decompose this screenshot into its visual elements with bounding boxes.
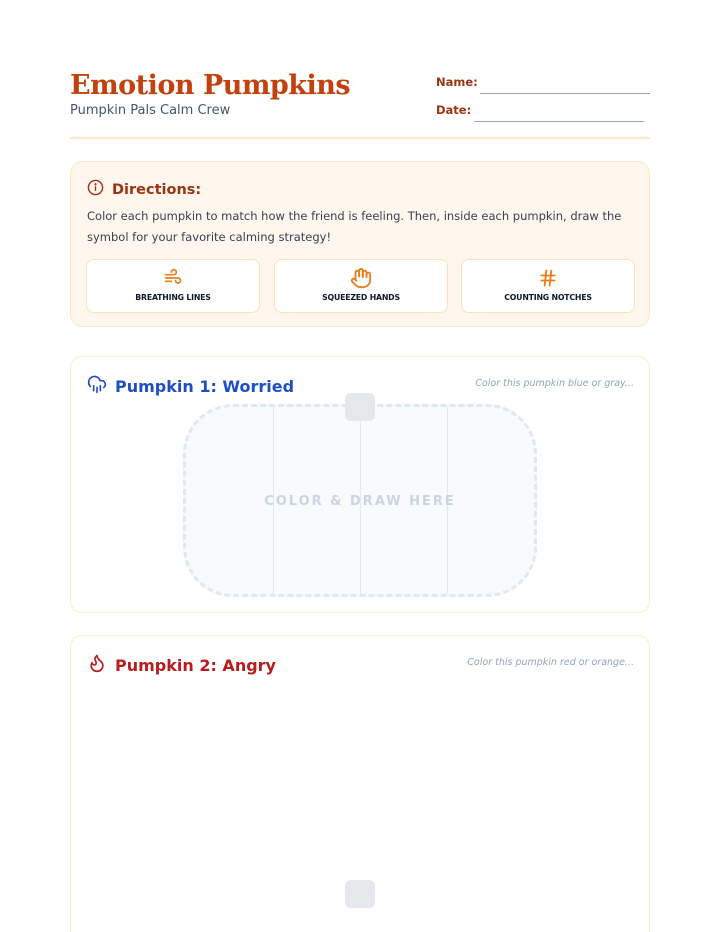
pumpkin-stem xyxy=(345,880,375,908)
strategy-label: BREATHING LINES xyxy=(135,293,211,302)
name-label: Name: xyxy=(436,75,478,89)
pumpkin-title: Pumpkin 1: Worried xyxy=(115,376,295,396)
name-field[interactable] xyxy=(480,93,650,94)
header-divider xyxy=(70,137,650,139)
date-field[interactable] xyxy=(474,121,644,122)
hand-icon xyxy=(350,267,372,289)
strategy-label: SQUEEZED HANDS xyxy=(322,293,400,302)
directions-panel xyxy=(70,161,650,327)
strategy-counting-notches xyxy=(461,259,635,313)
wind-icon xyxy=(162,267,184,289)
strategy-squeezed-hands xyxy=(274,259,448,313)
directions-title: Directions: xyxy=(112,181,202,198)
pumpkin-title: Pumpkin 2: Angry xyxy=(115,655,276,675)
pumpkin-hint: Color this pumpkin red or orange... xyxy=(467,657,634,668)
directions-text: Color each pumpkin to match how the friend is feeling. Then, inside each pumpkin, draw the symbol for your favorite calming strategy! xyxy=(87,209,622,244)
info-icon xyxy=(87,179,104,200)
hash-icon xyxy=(538,267,558,289)
pumpkin-stem xyxy=(345,393,375,421)
cloud-rain-icon xyxy=(87,374,107,398)
draw-here-label: COLOR & DRAW HERE xyxy=(264,494,456,509)
pumpkin-hint: Color this pumpkin blue or gray... xyxy=(475,378,634,389)
flame-icon xyxy=(87,653,107,677)
page-title: Emotion Pumpkins xyxy=(70,70,351,101)
pumpkin-card-angry xyxy=(70,635,650,932)
strategy-label: COUNTING NOTCHES xyxy=(504,293,592,302)
pumpkin-drawing-area[interactable] xyxy=(183,404,537,597)
pumpkin-card-worried xyxy=(70,356,650,613)
page-subtitle: Pumpkin Pals Calm Crew xyxy=(70,103,231,118)
strategy-breathing-lines xyxy=(86,259,260,313)
date-label: Date: xyxy=(436,103,472,117)
